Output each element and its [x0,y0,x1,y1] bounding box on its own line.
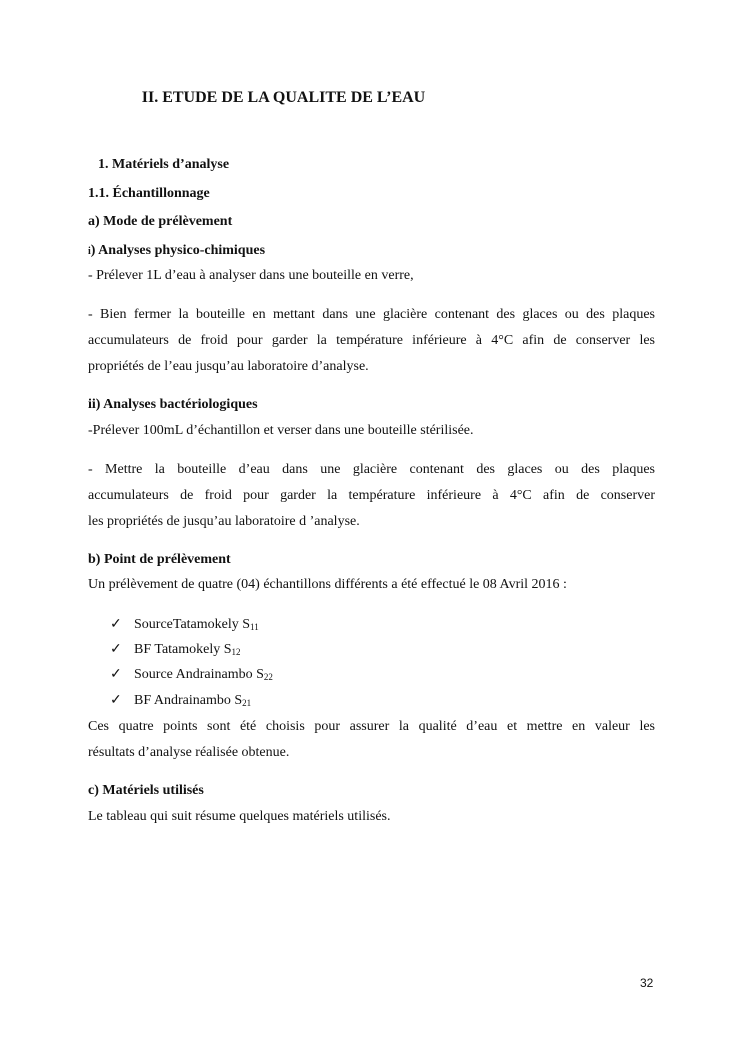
list-item [110,641,241,658]
sample-subscript: 11 [250,622,259,632]
sample-subscript: 22 [263,672,273,682]
checkmark-icon: ✓ [110,667,122,682]
heading-bacteriologiques: ii) Analyses bactériologiques [88,397,258,412]
list-item [110,666,273,683]
paragraph-prelever-1l: - Prélever 1L d’eau à analyser dans une bouteille en verre, [88,268,414,283]
heading-point-prelevement: b) Point de prélèvement [88,552,231,567]
paragraph-fermer-line-1: - Bien fermer la bouteille en mettant dans une glacière contenant des glaces ou des plaques [88,307,655,322]
paragraph-prelever-100ml: -Prélever 100mL d’échantillon et verser dans une bouteille stérilisée. [88,423,474,438]
checkmark-icon: ✓ [110,617,122,632]
sample-name: BF Tatamokely S [134,642,232,657]
list-item [110,616,259,633]
paragraph-mettre-line-2: accumulateurs de froid pour garder la température inférieure à 4°C afin de conserver [88,488,655,503]
paragraph-mettre-line-1: - Mettre la bouteille d’eau dans une glacière contenant des glaces ou des plaques [88,462,655,477]
heading-mode-prelevement: a) Mode de prélèvement [88,214,233,229]
heading-physico-chimiques-text: ) Analyses physico-chimiques [90,243,266,258]
checkmark-icon: ✓ [110,693,122,708]
paragraph-points-line-1: Ces quatre points sont été choisis pour assurer la qualité d’eau et mettre en valeur les [88,719,655,734]
paragraph-fermer-line-3: propriétés de l’eau jusqu’au laboratoire d’analyse. [88,359,369,374]
page-title: II. ETUDE DE LA QUALITE DE L’EAU [141,89,426,106]
sample-name: SourceTatamokely S [134,617,251,632]
roman-i-prefix: i [88,246,91,257]
paragraph-fermer-line-2: accumulateurs de froid pour garder la température inférieure à 4°C afin de conserver les [88,333,655,348]
page-number: 32 [640,976,654,990]
heading-materiels-utilises: c) Matériels utilisés [88,783,204,798]
sample-name: BF Andrainambo S [134,693,243,708]
paragraph-tableau: Le tableau qui suit résume quelques matériels utilisés. [88,809,391,824]
paragraph-points-line-2: résultats d’analyse réalisée obtenue. [88,745,290,760]
checkmark-icon: ✓ [110,642,122,657]
paragraph-mettre-line-3: les propriétés de jusqu’au laboratoire d ’analyse. [88,514,360,529]
list-item [110,692,251,709]
heading-physico-chimiques [88,243,265,259]
sample-name: Source Andrainambo S [134,667,264,682]
sample-subscript: 21 [242,698,252,708]
subsection-heading-1-1: 1.1. Échantillonnage [88,186,210,201]
paragraph-prelevement-quatre: Un prélèvement de quatre (04) échantillons différents a été effectué le 08 Avril 2016 : [88,577,567,592]
sample-subscript: 12 [231,647,241,657]
section-heading-1: 1. Matériels d’analyse [98,157,230,172]
